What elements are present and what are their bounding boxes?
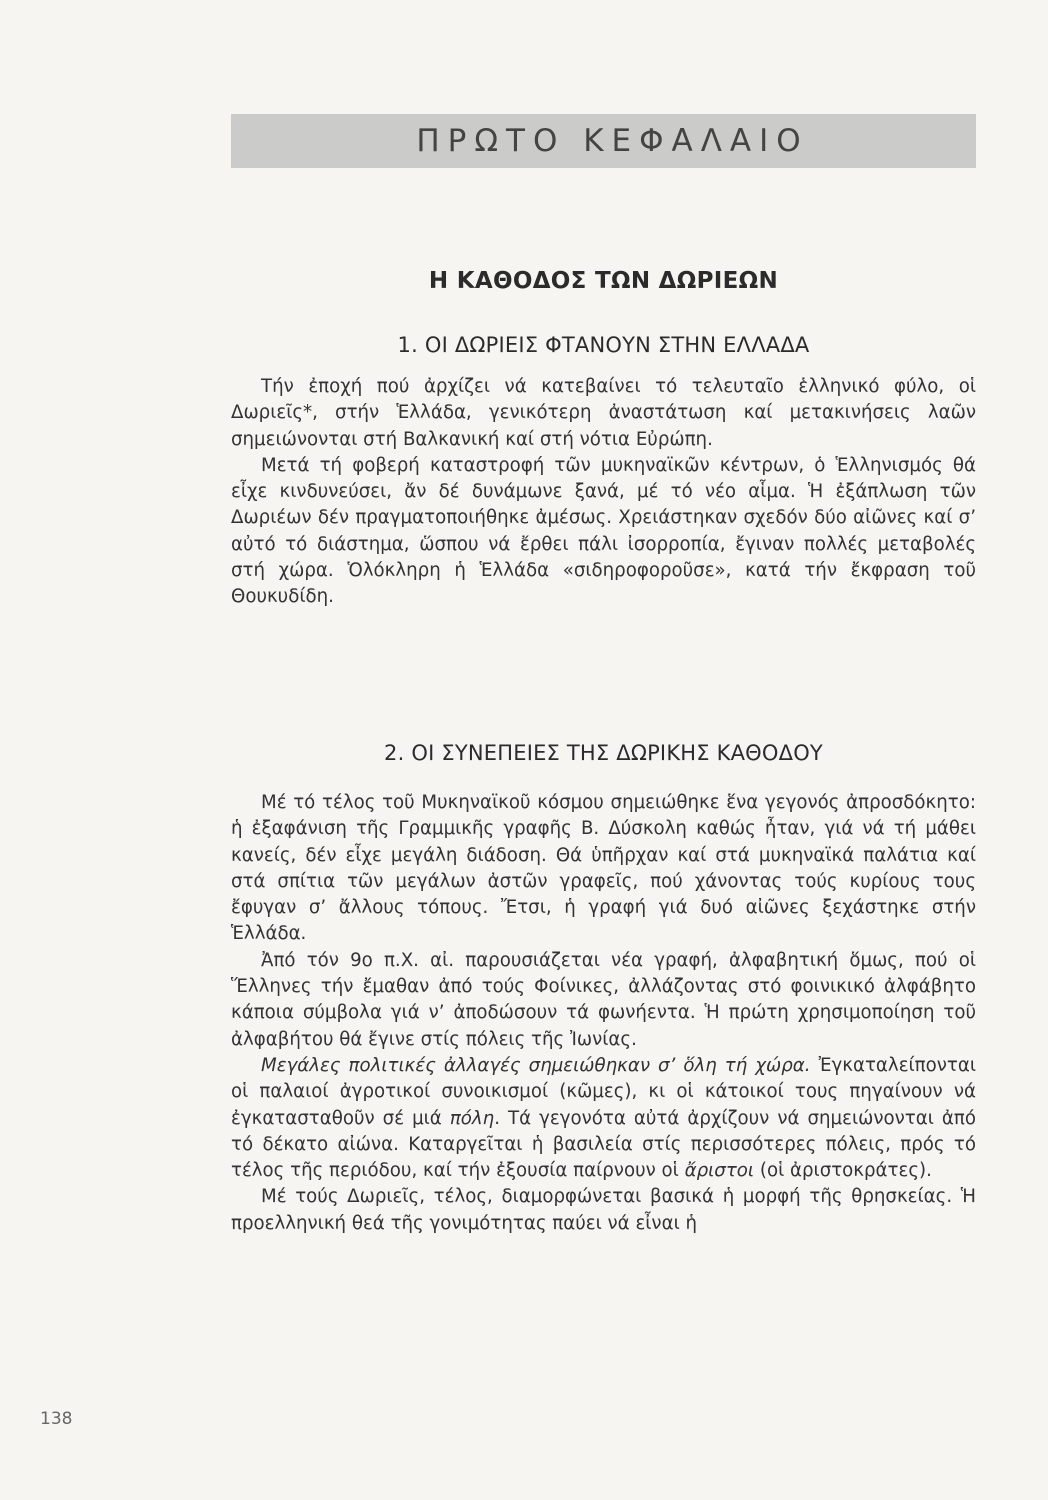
paragraph-text: Ἐγκαταλείπονται οἱ παλαιοί ἀγροτικοί συνοικισμοί (κῶμες), κι οἱ κάτοικοί τους πηγαίνουν νά ἐγκατασταθοῦν σέ μιά [231,1054,977,1129]
section-heading-2: 2. ΟΙ ΣΥΝΕΠΕΙΕΣ ΤΗΣ ΔΩΡΙΚΗΣ ΚΑΘΟΔΟΥ [384,741,823,765]
chapter-title: Η ΚΑΘΟΔΟΣ ΤΩΝ ΔΩΡΙΕΩΝ [428,268,779,294]
italic-lead: Μεγάλες πολιτικές ἀλλαγές σημειώθηκαν σ’ ὅλη τή χώρα. [261,1054,811,1076]
paragraph: Τήν ἐποχή πού ἀρχίζει νά κατεβαίνει τό τελευταῖο ἑλληνικό φύλο, οἱ Δωριεῖς*, στήν Ἑλλάδα, γενικότερη ἀναστάτωση καί μετακινήσεις λαῶν σημειώνονται στή Βαλκανική καί στή νότια Εὐρώπη. [231,376,976,450]
paragraph-politics [231,1053,976,1184]
paragraph-text: (οἱ ἀριστοκράτες). [754,1160,932,1182]
section-heading-1: 1. ΟΙ ΔΩΡΙΕΙΣ ΦΤΑΝΟΥΝ ΣΤΗΝ ΕΛΛΑΔΑ [397,333,810,357]
section-2-body [231,790,976,1237]
paragraph: Μέ τό τέλος τοῦ Μυκηναϊκοῦ κόσμου σημειώθηκε ἕνα γεγονός ἀπροσδόκητο: ἡ ἐξαφάνιση τῆς Γραμμικῆς γραφῆς Β. Δύσκολη καθώς ἦταν, γιά νά τή μάθει κανείς, δέν εἶχε μεγάλη διάδοση. Θά ὑπῆρχαν καί στά μυκηναϊκά παλάτια καί στά σπίτια τῶν μεγάλων ἀστῶν γραφεῖς, πού χάνοντας τούς κυρίους τους ἔφυγαν σ’ ἄλλους τόπους. Ἔτσι, ἡ γραφή γιά δυό αἰῶνες ξεχάστηκε στήν Ἑλλάδα. [231,792,976,945]
chapter-banner [231,114,976,168]
page-number: 138 [40,1409,73,1429]
paragraph: Ἀπό τόν 9ο π.Χ. αἰ. παρουσιάζεται νέα γραφή, ἀλφαβητική ὅμως, πού οἱ Ἕλληνες τήν ἔμαθαν ἀπό τούς Φοίνικες, ἀλλάζοντας στό φοινικικό ἀλφάβητο κάποια σύμβολα γιά ν’ ἀποδώσουν τά φωνήεντα. Ἡ πρώτη χρησιμοποίηση τοῦ ἀλφαβήτου θά ἔγινε στίς πόλεις τῆς Ἰωνίας. [231,949,976,1050]
paragraph: Μέ τούς Δωριεῖς, τέλος, διαμορφώνεται βασικά ἡ μορφή τῆς θρησκείας. Ἡ προελληνική θεά τῆς γονιμότητας παύει νά εἶναι ἡ [231,1186,976,1234]
paragraph-text: . Τά γεγονότα αὐτά ἀρχίζουν νά σημειώνονται ἀπό τό δέκατο αἰώνα. Καταργεῖται ἡ βασιλεία στίς περισσότερες πόλεις, πρός τό τέλος τῆς περιόδου, καί τήν ἐξουσία παίρνουν οἱ [231,1107,976,1182]
chapter-banner-label: ΠΡΩΤΟ ΚΕΦΑΛΑΙΟ [416,123,809,159]
italic-term-aristoi: ἄριστοι [684,1160,755,1182]
paragraph: Μετά τή φοβερή καταστροφή τῶν μυκηναϊκῶν κέντρων, ὁ Ἑλληνισμός θά εἶχε κινδυνεύσει, ἄν δέ δυνάμωνε ξανά, μέ τό νέο αἷμα. Ἡ ἐξάπλωση τῶν Δωριέων δέν πραγματοποιήθηκε ἀμέσως. Χρειάστηκαν σχεδόν δύο αἰῶνες καί σ’ αὐτό τό διάστημα, ὥσπου νά ἔρθει πάλι ἰσορροπία, ἔγιναν πολλές μεταβολές στή χώρα. Ὁλόκληρη ἡ Ἑλλάδα «σιδηροφοροῦσε», κατά τήν ἔκφραση τοῦ Θουκυδίδη. [231,454,976,608]
section-1-body [231,374,976,611]
italic-term-polis: πόλη [449,1107,495,1129]
